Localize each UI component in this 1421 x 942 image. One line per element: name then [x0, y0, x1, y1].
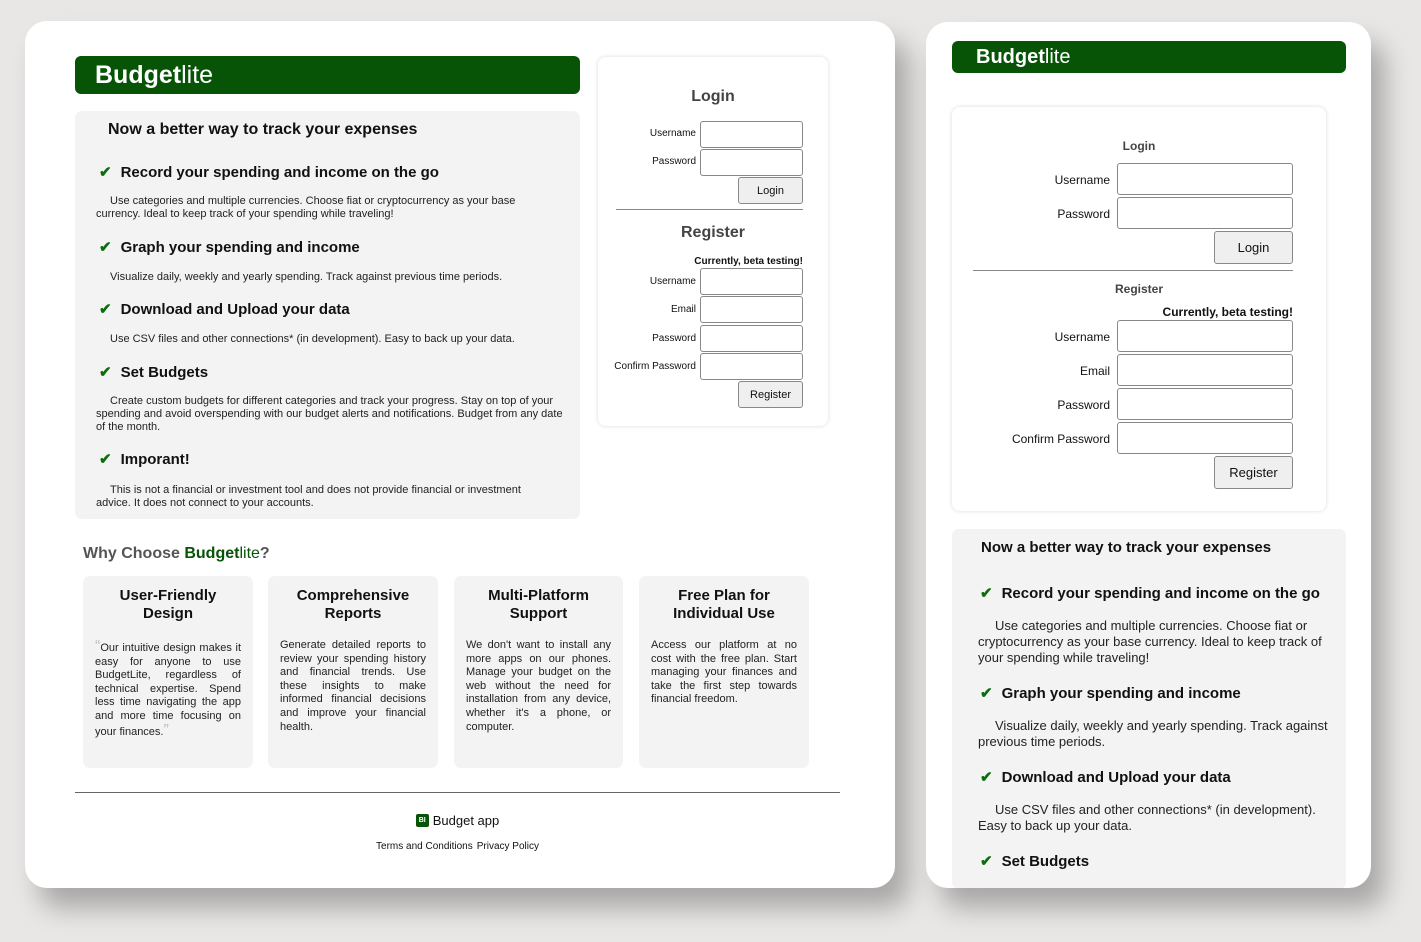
desktop-view-window [25, 21, 895, 888]
why-card-title: Comprehensive Reports [296, 587, 410, 622]
register-button[interactable]: Register [738, 381, 803, 408]
auth-divider [616, 209, 803, 210]
features-headline: Now a better way to track your expenses [981, 539, 1272, 556]
brand-header [952, 41, 1346, 73]
login-title: Login [1122, 139, 1156, 153]
why-card-description: “Our intuitive design makes it easy for anyone to use BudgetLite, regardless of technical expertise. Spend less time navigating the app and more time focusing on your finances.” [95, 638, 241, 739]
register-password-input[interactable] [700, 325, 803, 352]
features-headline: Now a better way to track your expenses [108, 121, 418, 138]
feature-description: Use categories and multiple currencies. Choose fiat or cryptocurrency as your base currency. Ideal to keep track of your spending while traveling! [96, 195, 516, 220]
check-icon: ✔ [99, 451, 112, 468]
footer-brand [25, 813, 890, 828]
feature-description: Visualize daily, weekly and yearly spending. Track against previous time periods. [110, 271, 503, 283]
open-quote-icon: “ [95, 638, 101, 655]
feature-description: This is not a financial or investment tool and does not provide financial or investment advice. It does not connect to your accounts. [96, 484, 521, 509]
footer-app-name: Budget app [432, 813, 500, 828]
features-panel [952, 529, 1346, 888]
feature-description: Use categories and multiple currencies. Choose fiat or cryptocurrency as your base currency. Ideal to keep track of your spending while traveling! [978, 618, 1322, 665]
app-logo-icon: BI [416, 814, 429, 827]
login-password-input[interactable] [700, 149, 803, 176]
login-button[interactable]: Login [738, 177, 803, 204]
features-panel [75, 111, 580, 519]
register-username-input[interactable] [1117, 320, 1293, 352]
feature-title: ✔ Graph your spending and income [99, 238, 360, 256]
login-username-input[interactable] [700, 121, 803, 148]
auth-card [952, 107, 1326, 511]
register-confirm-input[interactable] [1117, 422, 1293, 454]
check-icon: ✔ [980, 685, 993, 702]
register-username-input[interactable] [700, 268, 803, 295]
feature-title: ✔ Set Budgets [99, 363, 209, 381]
register-password-input[interactable] [1117, 388, 1293, 420]
register-title: Register [680, 224, 746, 241]
why-card-description: We don't want to install any more apps on our phones. Manage your budget on the web without the need for installation from any device, whether it's a phone, or computer. [466, 639, 611, 733]
privacy-link[interactable]: Privacy Policy [476, 841, 539, 852]
beta-testing-note: Currently, beta testing! [1162, 305, 1293, 319]
register-password-label: Password [1057, 398, 1110, 412]
terms-link[interactable]: Terms and Conditions [376, 841, 473, 852]
login-password-label: Password [652, 156, 696, 167]
register-email-input[interactable] [700, 296, 803, 323]
feature-title: ✔ Graph your spending and income [980, 684, 1241, 702]
why-card-free-plan [639, 576, 809, 768]
feature-title: ✔ Imporant! [99, 450, 190, 468]
register-confirm-input[interactable] [700, 353, 803, 380]
check-icon: ✔ [980, 585, 993, 602]
check-icon: ✔ [99, 301, 112, 318]
feature-title: ✔ Record your spending and income on the go [99, 163, 439, 181]
why-card-user-friendly [83, 576, 253, 768]
register-email-label: Email [670, 304, 696, 315]
why-card-title: Free Plan for Individual Use [673, 587, 775, 622]
auth-divider [973, 270, 1293, 271]
login-username-label: Username [649, 128, 696, 139]
feature-title: ✔ Set Budgets [980, 852, 1090, 870]
brand-name-bold: Budget [95, 60, 182, 89]
brand-name-bold: Budget [976, 45, 1045, 68]
login-username-input[interactable] [1117, 163, 1293, 195]
register-title: Register [1114, 282, 1164, 296]
why-card-multi-platform [454, 576, 623, 768]
why-card-title: Multi-Platform Support [488, 587, 589, 622]
register-confirm-label: Confirm Password [614, 361, 696, 372]
footer-divider [75, 792, 840, 793]
why-card-reports [268, 576, 438, 768]
auth-card [598, 57, 828, 426]
login-button[interactable]: Login [1214, 231, 1293, 264]
register-username-label: Username [1054, 330, 1110, 344]
login-password-input[interactable] [1117, 197, 1293, 229]
feature-description: Visualize daily, weekly and yearly spending. Track against previous time periods. [978, 718, 1328, 749]
why-card-description: Access our platform at no cost with the free plan. Start managing your finances and take the first step towards financial freedom. [651, 639, 797, 706]
register-email-label: Email [1079, 364, 1110, 378]
check-icon: ✔ [980, 769, 993, 786]
login-title: Login [691, 88, 735, 105]
feature-description: Use CSV files and other connections* (in development). Easy to back up your data. [978, 802, 1316, 833]
login-password-label: Password [1057, 207, 1110, 221]
check-icon: ✔ [980, 853, 993, 870]
check-icon: ✔ [99, 164, 112, 181]
register-password-label: Password [652, 333, 696, 344]
register-username-label: Username [649, 276, 696, 287]
feature-description: Use CSV files and other connections* (in development). Easy to back up your data. [110, 333, 515, 345]
beta-testing-note: Currently, beta testing! [694, 256, 803, 267]
register-email-input[interactable] [1117, 354, 1293, 386]
register-confirm-label: Confirm Password [1011, 432, 1110, 446]
mobile-view-window [926, 22, 1371, 888]
why-choose-heading: Why Choose Budgetlite? [83, 545, 270, 562]
feature-description: Create custom budgets for different categories and track your progress. Stay on top of your spending and avoid overspending with our budget alerts and notifications. Budget from any date of the month. [96, 395, 563, 433]
why-card-title: User-Friendly Design [119, 587, 217, 622]
feature-title: ✔ Download and Upload your data [980, 768, 1231, 786]
feature-title: ✔ Record your spending and income on the go [980, 584, 1320, 602]
why-card-description: Generate detailed reports to review your spending history and financial trends. Use these insights to make informed financial decisions and improve your financial health. [280, 639, 426, 733]
brand-header [75, 56, 580, 94]
feature-title: ✔ Download and Upload your data [99, 300, 350, 318]
footer-links [25, 841, 890, 852]
close-quote-icon: ” [163, 721, 169, 739]
check-icon: ✔ [99, 239, 112, 256]
brand-name-light: lite [1044, 45, 1071, 68]
check-icon: ✔ [99, 364, 112, 381]
brand-name-light: lite [181, 60, 214, 89]
login-username-label: Username [1054, 173, 1110, 187]
register-button[interactable]: Register [1214, 456, 1293, 489]
